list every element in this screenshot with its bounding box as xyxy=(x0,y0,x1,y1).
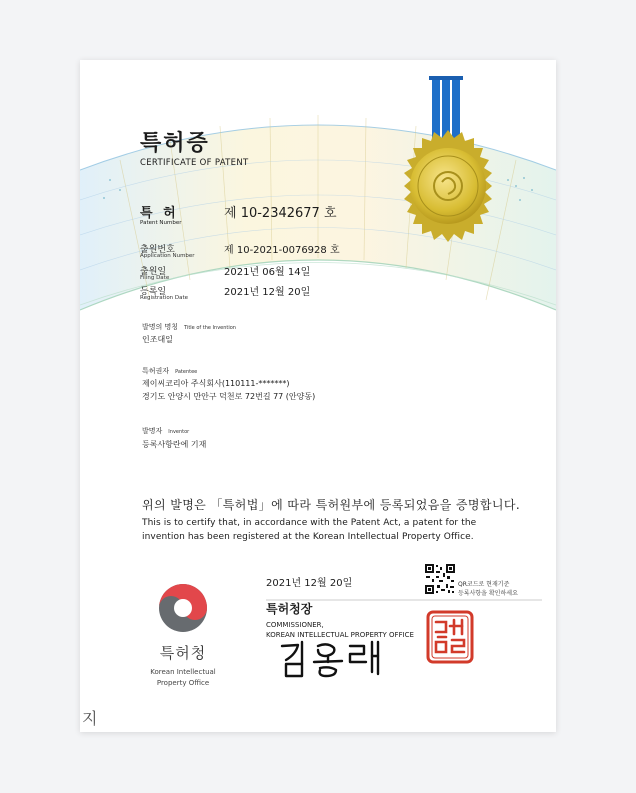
certificate-sheet xyxy=(80,60,556,732)
commissioner-title-korean: 특허청장 xyxy=(266,602,313,616)
application-number-label: 출원번호 xyxy=(140,245,175,255)
patentee-label-korean: 특허권자 xyxy=(142,367,170,375)
kipo-logo-english-line2: Property Office xyxy=(156,679,210,687)
inventor-label-korean: 발명자 xyxy=(142,427,163,435)
patent-number-label: 특 허 xyxy=(140,206,179,221)
inventor-label-english: Inventor xyxy=(168,429,190,435)
certificate-title-korean: 특허증 xyxy=(140,131,210,156)
kipo-logo-block xyxy=(138,580,228,689)
application-number-label-english: Application Number xyxy=(140,253,195,259)
corner-text: 지 xyxy=(82,709,98,728)
commissioner-title-english xyxy=(266,620,414,640)
kipo-logo-english-line1: Korean Intellectual xyxy=(150,668,216,676)
official-red-stamp xyxy=(426,610,474,664)
patentee-address: 경기도 안양시 만안구 덕천로 72번길 77 (안양동) xyxy=(142,392,316,401)
application-number-value: 제 10-2021-0076928 호 xyxy=(224,245,340,256)
patent-number-value: 제 10-2342677 호 xyxy=(224,206,337,221)
issue-date: 2021년 12월 20일 xyxy=(266,578,353,589)
inventor-value: 등록사항란에 기재 xyxy=(142,440,207,449)
registration-date-value: 2021년 12월 20일 xyxy=(224,287,311,298)
filing-date-label-english: Filing Date xyxy=(140,275,170,281)
qr-code-icon[interactable] xyxy=(424,563,456,595)
certification-statement-korean: 위의 발명은 「특허법」에 따라 특허원부에 등록되었음을 증명합니다. xyxy=(142,498,521,512)
commissioner-title-english-line1: COMMISSIONER, xyxy=(266,621,324,629)
patent-number-label-english: Patent Number xyxy=(140,220,182,226)
qr-code-caption-line1: QR코드로 현재기준 xyxy=(458,581,510,588)
certificate-title-english: CERTIFICATE OF PATENT xyxy=(140,158,249,168)
registration-date-label: 등록일 xyxy=(140,287,167,297)
invention-title-label xyxy=(142,322,236,332)
patentee-name: 제이씨코리아 주식회사(110111-*******) xyxy=(142,379,290,388)
commissioner-signature xyxy=(278,638,388,680)
qr-code-caption xyxy=(458,580,518,598)
inventor-label xyxy=(142,426,189,436)
kipo-logo-icon xyxy=(155,580,211,636)
filing-date-value: 2021년 06월 14일 xyxy=(224,267,311,278)
invention-title-value: 인조대일 xyxy=(142,335,173,344)
invention-title-label-korean: 발명의 명칭 xyxy=(142,323,179,331)
patentee-label xyxy=(142,366,197,376)
registration-date-label-english: Registration Date xyxy=(140,295,189,301)
certification-statement-english xyxy=(142,516,476,544)
certification-statement-english-line2: invention has been registered at the Korean Intellectual Property Office. xyxy=(142,532,474,542)
filing-date-label: 출원일 xyxy=(140,267,167,277)
kipo-logo-english-name xyxy=(138,667,228,689)
qr-code-caption-line2: 등록사항을 확인하세요 xyxy=(458,590,518,597)
commissioner-title-english-line2: KOREAN INTELLECTUAL PROPERTY OFFICE xyxy=(266,631,414,639)
patentee-label-english: Patentee xyxy=(175,369,198,375)
invention-title-label-english: Title of the Invention xyxy=(184,325,236,331)
kipo-logo-korean-name: 특허청 xyxy=(159,644,207,662)
certification-statement-english-line1: This is to certify that, in accordance with the Patent Act, a patent for the xyxy=(142,518,477,528)
